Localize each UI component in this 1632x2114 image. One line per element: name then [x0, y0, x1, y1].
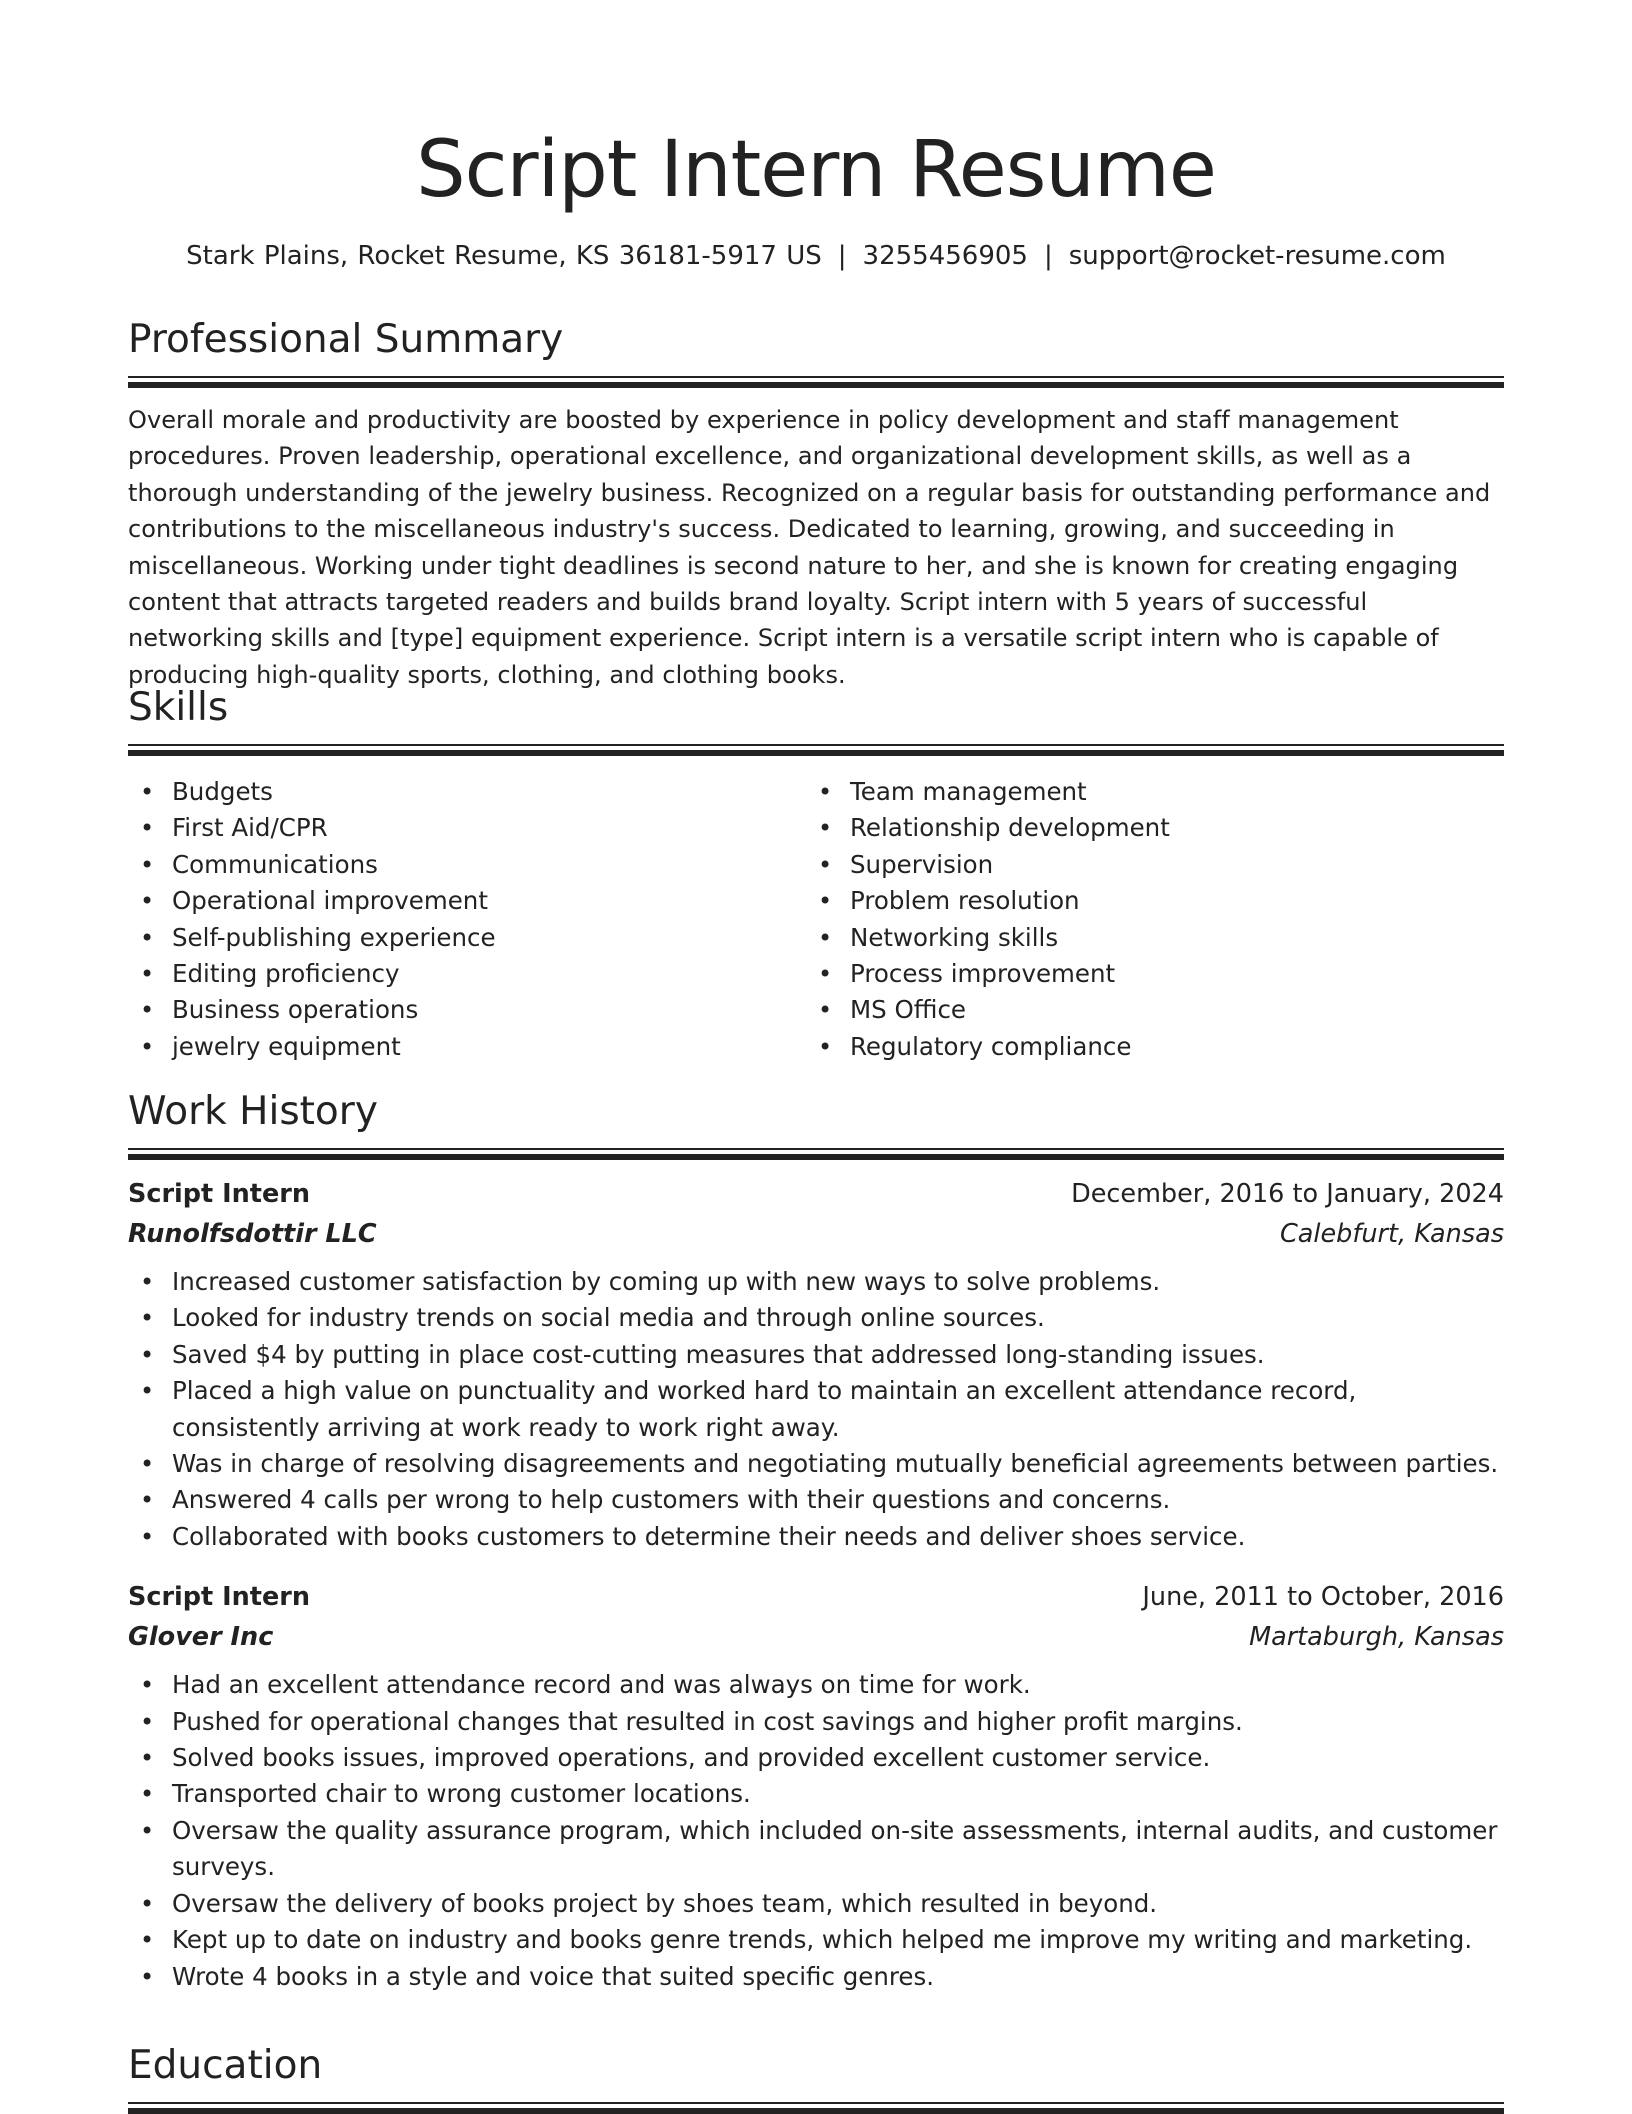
skill-item: • Editing proficiency	[128, 956, 806, 992]
resume-title: Script Intern Resume	[416, 125, 1216, 215]
skill-item: • MS Office	[806, 992, 1484, 1028]
job-dates: December, 2016 to January, 2024	[1071, 1179, 1504, 1209]
job-company-row	[128, 1214, 1504, 1254]
job-bullet: • Oversaw the quality assurance program, which included on-site assessments, internal audits, and customer surveys.	[128, 1813, 1504, 1886]
section-divider	[128, 1148, 1504, 1160]
summary-text: Overall morale and productivity are boosted by experience in policy development and staff management procedures. Proven leadership, operational excellence, and organizational development skills, as well as a thorough understanding of the jewelry business. Recognized on a regular basis for outstanding performance and contributions to the miscellaneous industry's success. Dedicated to learning, growing, and succeeding in miscellaneous. Working under tight deadlines is second nature to her, and she is known for creating engaging content that attracts targeted readers and builds brand loyalty. Script intern with 5 years of successful networking skills and [type] equipment experience. Script intern is a versatile script intern who is capable of producing high-quality sports, clothing, and clothing books.	[128, 406, 1491, 689]
job-header-row	[128, 1577, 1504, 1617]
job-bullet: • Wrote 4 books in a style and voice that suited specific genres.	[128, 1959, 1504, 1995]
skills-list-left	[128, 774, 806, 1065]
job-dates: June, 2011 to October, 2016	[1142, 1582, 1504, 1613]
job-entry	[128, 1174, 1504, 1555]
skill-item: • Process improvement	[806, 956, 1484, 992]
contact-line	[0, 238, 1632, 274]
contact-separator: |	[837, 241, 847, 271]
job-bullet: • Collaborated with books customers to determine their needs and deliver shoes service.	[128, 1519, 1504, 1555]
job-bullet: • Placed a high value on punctuality and worked hard to maintain an excellent attendance record, consistently arriving at work ready to work right away.	[128, 1373, 1504, 1446]
job-title: Script Intern	[128, 1582, 310, 1613]
education-section	[128, 2040, 1504, 2114]
job-company-row	[128, 1617, 1504, 1657]
skill-item: • Networking skills	[806, 920, 1484, 956]
section-divider	[128, 376, 1504, 388]
job-bullet: • Pushed for operational changes that resulted in cost savings and higher profit margins.	[128, 1704, 1504, 1740]
job-bullets	[128, 1264, 1504, 1555]
job-bullet: • Looked for industry trends on social media and through online sources.	[128, 1300, 1504, 1336]
skills-heading: Skills	[128, 685, 229, 730]
job-bullet: • Saved $4 by putting in place cost-cutting measures that addressed long-standing issues.	[128, 1337, 1504, 1373]
skill-item: • jewelry equipment	[128, 1029, 806, 1065]
skill-item: • Operational improvement	[128, 883, 806, 919]
contact-phone: 3255456905	[862, 241, 1028, 271]
job-title: Script Intern	[128, 1179, 310, 1209]
job-bullet: • Oversaw the delivery of books project by shoes team, which resulted in beyond.	[128, 1886, 1504, 1922]
job-bullet: • Solved books issues, improved operations, and provided excellent customer service.	[128, 1740, 1504, 1776]
job-bullets	[128, 1667, 1504, 1995]
skill-item: • Communications	[128, 847, 806, 883]
job-location: Calebfurt, Kansas	[1279, 1219, 1504, 1249]
job-entry	[128, 1577, 1504, 1995]
job-company: Glover Inc	[128, 1622, 274, 1653]
skill-item: • Supervision	[806, 847, 1484, 883]
job-bullet: • Answered 4 calls per wrong to help customers with their questions and concerns.	[128, 1482, 1504, 1518]
section-divider	[128, 744, 1504, 756]
contact-email[interactable]: support@rocket-resume.com	[1068, 241, 1446, 271]
job-bullet: • Kept up to date on industry and books genre trends, which helped me improve my writing and marketing.	[128, 1922, 1504, 1958]
job-bullet: • Was in charge of resolving disagreements and negotiating mutually beneficial agreements between parties.	[128, 1446, 1504, 1482]
summary-heading: Professional Summary	[128, 317, 564, 362]
skill-item: • Regulatory compliance	[806, 1029, 1484, 1065]
job-bullet: • Increased customer satisfaction by coming up with new ways to solve problems.	[128, 1264, 1504, 1300]
section-divider	[128, 2102, 1504, 2114]
skill-item: • Relationship development	[806, 810, 1484, 846]
summary-section	[128, 314, 1504, 693]
skill-item: • Business operations	[128, 992, 806, 1028]
job-company: Runolfsdottir LLC	[128, 1219, 377, 1249]
job-bullet: • Had an excellent attendance record and was always on time for work.	[128, 1667, 1504, 1703]
job-header-row	[128, 1174, 1504, 1214]
work-history-heading: Work History	[128, 1089, 378, 1134]
contact-separator: |	[1043, 241, 1053, 271]
skill-item: • Problem resolution	[806, 883, 1484, 919]
skills-list-right	[806, 774, 1484, 1065]
education-heading: Education	[128, 2043, 323, 2088]
contact-address: Stark Plains, Rocket Resume, KS 36181-5917 US	[186, 241, 822, 271]
job-location: Martaburgh, Kansas	[1249, 1622, 1504, 1653]
skills-columns	[128, 774, 1504, 1065]
skill-item: • First Aid/CPR	[128, 810, 806, 846]
job-bullet: • Transported chair to wrong customer locations.	[128, 1776, 1504, 1812]
skill-item: • Team management	[806, 774, 1484, 810]
skill-item: • Self-publishing experience	[128, 920, 806, 956]
skill-item: • Budgets	[128, 774, 806, 810]
skills-section	[128, 682, 1504, 1065]
work-history-section	[128, 1086, 1504, 1995]
